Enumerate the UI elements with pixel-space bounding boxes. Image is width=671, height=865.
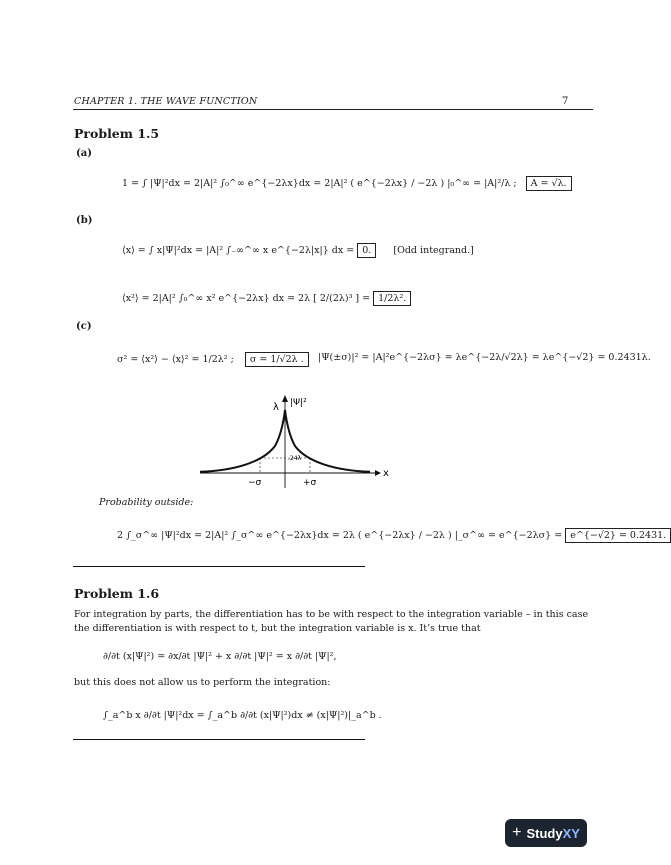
x-axis-label: x bbox=[383, 468, 389, 479]
odd-integrand-note: [Odd integrand.] bbox=[393, 245, 474, 256]
x-axis-arrow-icon bbox=[375, 470, 381, 476]
probability-density-plot bbox=[195, 388, 395, 493]
problem-1-6-equation-2: ∫_a^b x ∂/∂t |Ψ|²dx = ∫_a^b ∂/∂t (x|Ψ|²)dx ≠ (x|Ψ|²)|_a^b . bbox=[103, 710, 382, 721]
probability-outside-derivation: 2 ∫_σ^∞ |Ψ|²dx = 2|A|² ∫_σ^∞ e^{−2λx}dx = 2λ ( e^{−2λx} / −2λ ) |_σ^∞ = e^{−2λσ} = bbox=[117, 530, 563, 541]
part-a-derivation: 1 = ∫ |Ψ|²dx = 2|A|² ∫₀^∞ e^{−2λx}dx = 2|A|² ( e^{−2λx} / −2λ ) |₀^∞ = |A|²/λ ; bbox=[122, 178, 517, 189]
pos-sigma-tick: +σ bbox=[303, 478, 317, 488]
section-divider-2 bbox=[73, 739, 365, 740]
part-b-equation-2 bbox=[122, 291, 411, 306]
part-b-equation-1 bbox=[122, 243, 474, 258]
brand-name-text: Study bbox=[526, 825, 563, 841]
brand-accent-text: XY bbox=[562, 825, 580, 841]
part-c-equation bbox=[117, 352, 319, 367]
part-a-equation bbox=[122, 176, 572, 191]
psi-at-sigma-equation: |Ψ(±σ)|² = |A|²e^{−2λσ} = λe^{−2λ/√2λ} = λe^{−√2} = 0.2431λ. bbox=[318, 352, 651, 363]
sigma-answer-box: σ = 1/√2λ . bbox=[245, 352, 309, 367]
section-divider-1 bbox=[73, 566, 365, 567]
plus-icon: + bbox=[512, 824, 522, 841]
part-a-answer-box: A = √λ. bbox=[526, 176, 572, 191]
page-number: 7 bbox=[562, 96, 569, 107]
part-c-label: (c) bbox=[76, 321, 92, 332]
problem-1-6-equation-1: ∂/∂t (x|Ψ|²) = ∂x/∂t |Ψ|² + x ∂/∂t |Ψ|² = x ∂/∂t |Ψ|², bbox=[103, 651, 337, 662]
chapter-header: CHAPTER 1. THE WAVE FUNCTION bbox=[74, 96, 258, 107]
header-rule bbox=[73, 109, 593, 110]
part-b-label: (b) bbox=[76, 215, 93, 226]
brand-name bbox=[526, 826, 579, 841]
neg-sigma-tick: −σ bbox=[248, 478, 262, 488]
expectation-x2-answer-box: 1/2λ². bbox=[373, 291, 411, 306]
y-axis-arrow-icon bbox=[282, 395, 288, 402]
level-label: .24λ bbox=[288, 455, 302, 462]
probability-outside-equation bbox=[117, 528, 671, 543]
problem-1-6-paragraph-1: For integration by parts, the differentiation has to be with respect to the integration variable – in this case the differentiation is with respect to t, but the integration variable is x. It’s true that bbox=[74, 609, 589, 634]
problem-1-6-title: Problem 1.6 bbox=[74, 586, 160, 601]
problem-1-5-title: Problem 1.5 bbox=[74, 126, 160, 141]
peak-label: λ bbox=[273, 402, 279, 413]
expectation-x-derivation: ⟨x⟩ = ∫ x|Ψ|²dx = |A|² ∫₋∞^∞ x e^{−2λ|x|} dx = bbox=[122, 245, 355, 256]
y-axis-label: |Ψ|² bbox=[290, 398, 307, 408]
studyxy-badge[interactable] bbox=[505, 819, 587, 847]
probability-outside-answer-box: e^{−√2} = 0.2431. bbox=[565, 528, 671, 543]
expectation-x-answer-box: 0. bbox=[357, 243, 376, 258]
probability-outside-caption: Probability outside: bbox=[99, 497, 194, 508]
expectation-x2-derivation: ⟨x²⟩ = 2|A|² ∫₀^∞ x² e^{−2λx} dx = 2λ [ 2/(2λ)³ ] = bbox=[122, 293, 371, 304]
variance-derivation: σ² = ⟨x²⟩ − ⟨x⟩² = 1/2λ² ; bbox=[117, 354, 234, 365]
problem-1-6-paragraph-2: but this does not allow us to perform the integration: bbox=[74, 677, 331, 688]
part-a-label: (a) bbox=[76, 148, 92, 159]
